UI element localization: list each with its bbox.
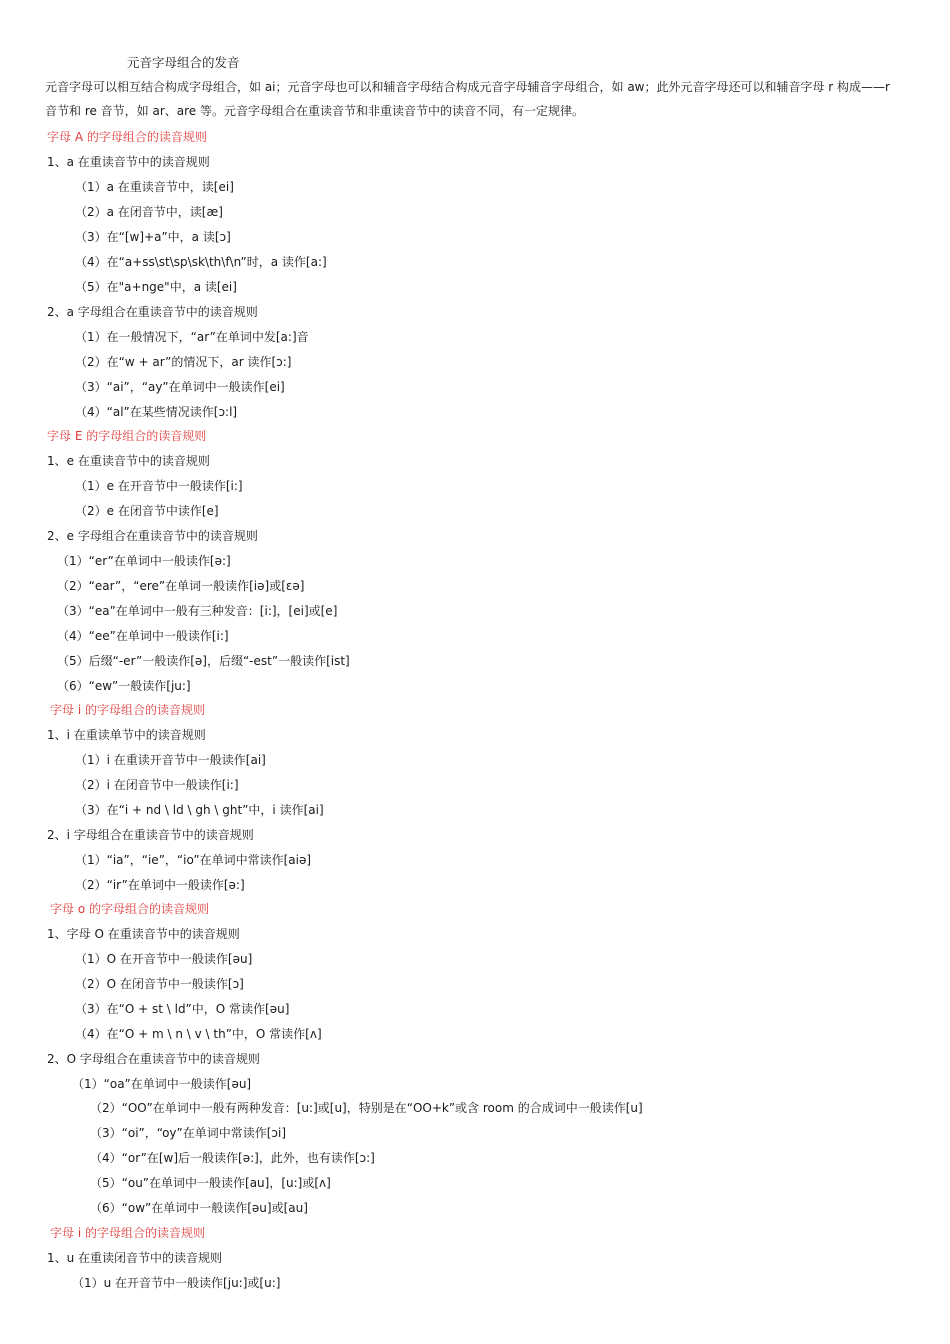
rule-a-2-2: （2）在“w + ar”的情况下，ar 读作[ɔ:] (75, 355, 292, 369)
subheading-a-2: 2、a 字母组合在重读音节中的读音规则 (47, 305, 258, 319)
rule-i-1-2: （2）i 在闭音节中一般读作[i:] (75, 778, 239, 792)
rule-e-2-5: （5）后缀“-er”一般读作[ə]，后缀“-est”一般读作[ist] (57, 654, 350, 668)
rule-a-1-4: （4）在“a+ss\st\sp\sk\th\f\n”时，a 读作[a:] (75, 255, 327, 269)
rule-a-1-2: （2）a 在闭音节中，读[æ] (75, 205, 223, 219)
rule-o-1-4: （4）在“O + m \ n \ v \ th”中，O 常读作[ʌ] (75, 1027, 322, 1041)
rule-o-2-4: （4）“or”在[w]后一般读作[ə:]，此外，也有读作[ɔ:] (90, 1151, 375, 1165)
section-heading-e: 字母 E 的字母组合的读音规则 (47, 429, 207, 443)
rule-e-1-2: （2）e 在闭音节中读作[e] (75, 504, 219, 518)
rule-a-1-1: （1）a 在重读音节中，读[ei] (75, 180, 234, 194)
rule-i-2-2: （2）“ir”在单词中一般读作[ə:] (75, 878, 245, 892)
rule-e-2-3: （3）“ea”在单词中一般有三种发音：[i:]，[ei]或[e] (57, 604, 338, 618)
section-heading-a: 字母 A 的字母组合的读音规则 (47, 130, 207, 144)
section-heading-u: 字母 i 的字母组合的读音规则 (50, 1226, 205, 1240)
rule-o-2-3: （3）“oi”，“oy”在单词中常读作[ɔi] (90, 1126, 287, 1140)
rule-e-2-1: （1）“er”在单词中一般读作[ə:] (57, 554, 231, 568)
rule-o-2-5: （5）“ou”在单词中一般读作[au]，[u:]或[ʌ] (90, 1176, 331, 1190)
rule-i-1-1: （1）i 在重读开音节中一般读作[ai] (75, 753, 266, 767)
subheading-i-1: 1、i 在重读单节中的读音规则 (47, 728, 206, 742)
subheading-o-2: 2、O 字母组合在重读音节中的读音规则 (47, 1052, 260, 1066)
rule-o-2-2: （2）“OO”在单词中一般有两种发音：[u:]或[u]，特别是在“OO+k”或含 room 的合成词中一般读作[u] (90, 1101, 643, 1115)
rule-o-2-6: （6）“ow”在单词中一般读作[əu]或[au] (90, 1201, 308, 1215)
rule-a-2-3: （3）“ai”，“ay”在单词中一般读作[ei] (75, 380, 285, 394)
rule-e-2-6: （6）“ew”一般读作[ju:] (57, 679, 191, 693)
rule-a-2-4: （4）“al”在某些情况读作[ɔ:l] (75, 405, 238, 419)
subheading-a-1: 1、a 在重读音节中的读音规则 (47, 155, 210, 169)
page-title: 元音字母组合的发音 (127, 55, 240, 70)
rule-o-1-2: （2）O 在闭音节中一般读作[ɔ] (75, 977, 244, 991)
subheading-e-2: 2、e 字母组合在重读音节中的读音规则 (47, 529, 258, 543)
rule-u-1-1: （1）u 在开音节中一般读作[ju:]或[u:] (72, 1276, 281, 1290)
rule-a-2-1: （1）在一般情况下，“ar”在单词中发[a:]音 (75, 330, 309, 344)
section-heading-o: 字母 o 的字母组合的读音规则 (50, 902, 209, 916)
rule-e-2-2: （2）“ear”，“ere”在单词一般读作[iə]或[ɛə] (57, 579, 305, 593)
subheading-i-2: 2、i 字母组合在重读音节中的读音规则 (47, 828, 254, 842)
intro-paragraph: 元音字母可以相互结合构成字母组合，如 ai；元音字母也可以和辅音字母结合构成元音字母辅音字母组合，如 aw；此外元音字母还可以和辅音字母 r 构成——r 音节和 re 音节，如 ar、are 等。元音字母组合在重读音节和非重读音节中的读音不同，有一定规律。 (45, 80, 890, 118)
rule-a-1-5: （5）在"a+nge"中，a 读[ei] (75, 280, 237, 294)
subheading-e-1: 1、e 在重读音节中的读音规则 (47, 454, 210, 468)
rule-e-1-1: （1）e 在开音节中一般读作[i:] (75, 479, 243, 493)
subheading-o-1: 1、字母 O 在重读音节中的读音规则 (47, 927, 240, 941)
rule-o-1-1: （1）O 在开音节中一般读作[əu] (75, 952, 253, 966)
rule-o-1-3: （3）在“O + st \ ld”中，O 常读作[əu] (75, 1002, 290, 1016)
subheading-u-1: 1、u 在重读闭音节中的读音规则 (47, 1251, 223, 1265)
rule-o-2-1: （1）“oa”在单词中一般读作[əu] (72, 1077, 252, 1091)
rule-i-1-3: （3）在“i + nd \ ld \ gh \ ght”中，i 读作[ai] (75, 803, 324, 817)
rule-i-2-1: （1）“ia”，“ie”，“io”在单词中常读作[aiə] (75, 853, 312, 867)
rule-e-2-4: （4）“ee”在单词中一般读作[i:] (57, 629, 229, 643)
rule-a-1-3: （3）在“[w]+a”中，a 读[ɔ] (75, 230, 231, 244)
section-heading-i: 字母 i 的字母组合的读音规则 (50, 703, 205, 717)
